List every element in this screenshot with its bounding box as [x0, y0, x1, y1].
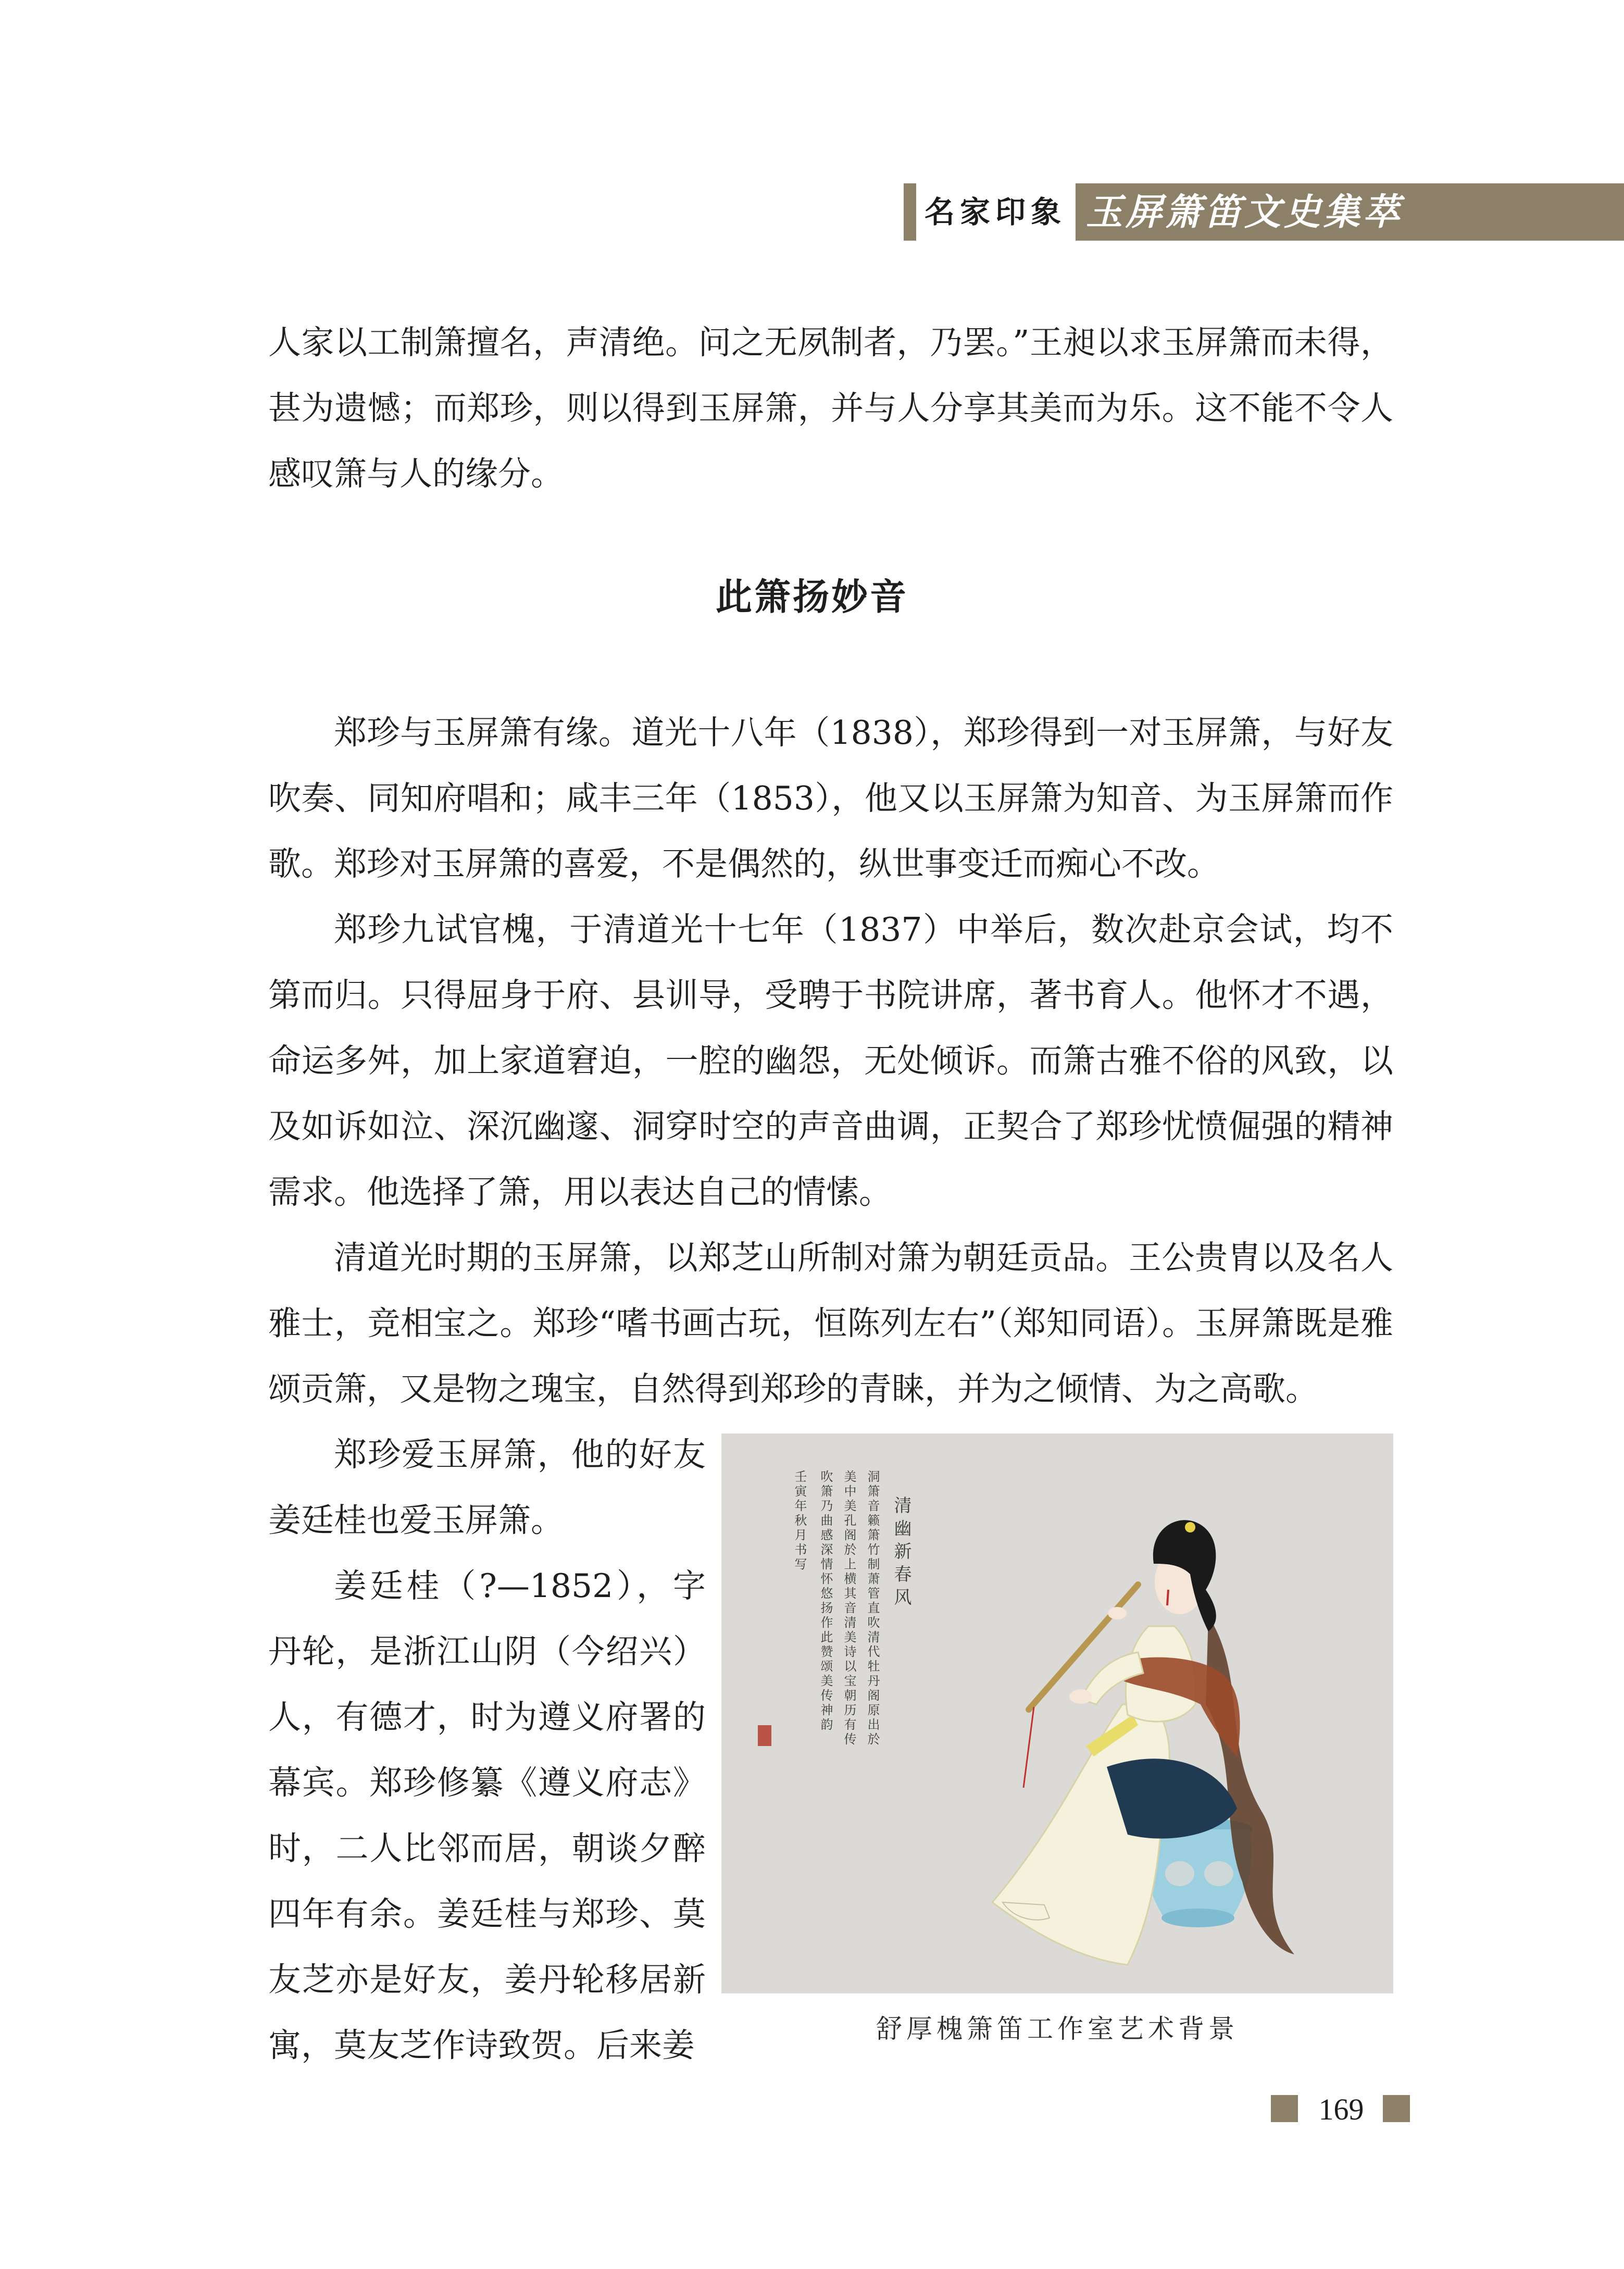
- paragraph-continued: 人家以工制箫擅名，声清绝。问之无夙制者，乃罢。”王昶以求玉屏箫而未得，甚为遗憾；而郑珍，则以得到玉屏箫，并与人分享其美而为乐。这不能不令人感叹箫与人的缘分。: [268, 323, 1393, 493]
- paragraph: 郑珍与玉屏箫有缘。道光十八年（1838），郑珍得到一对玉屏箫，与好友吹奏、同知府唱和；咸丰三年（1853），他又以玉屏箫为知音、为玉屏箫而作歌。郑珍对玉屏箫的喜爱，不是偶然的，纵世事变迁而痴心不改。: [268, 714, 1393, 883]
- calligraphy-title: 清幽新春风: [891, 1496, 911, 1611]
- calligraphy-column: 洞箫音籁箫竹制萧管直吹清代牡丹阁原出於: [865, 1470, 880, 1747]
- paragraph: 郑珍九试官槐，于清道光十七年（1837）中举后，数次赴京会试，均不第而归。只得屈身于府、县训导，受聘于书院讲席，著书育人。他怀才不遇，命运多舛，加上家道窘迫，一腔的幽怨，无处倾诉。而箫古雅不俗的风致，以及如诉如泣、深沉幽邃、洞穿时空的声音曲调，正契合了郑珍忧愤倔强的精神需求。他选择了箫，用以表达自己的情愫。: [268, 911, 1393, 1211]
- header-accent-bar: [904, 183, 916, 241]
- calligraphy-column: 壬寅年秋月书写: [792, 1470, 807, 1572]
- figure-caption: 舒厚槐箫笛工作室艺术背景: [876, 2014, 1239, 2044]
- book-title: 玉屏箫笛文史集萃: [1086, 190, 1403, 233]
- paragraph-narrow: 郑珍爱玉屏箫，他的好友姜廷桂也爱玉屏箫。: [268, 1436, 706, 1539]
- red-seal: [758, 1725, 771, 1746]
- calligraphy-column: 美中美孔阁於上横其音清美诗以宝朝历有传: [842, 1470, 856, 1747]
- painting-woman-playing-flute: [721, 1433, 1393, 1993]
- hand: [1108, 1607, 1127, 1619]
- hand: [1069, 1689, 1092, 1704]
- section-label: 名家印象: [925, 194, 1067, 230]
- earring: [1167, 1590, 1168, 1605]
- calligraphy-column: 吹箫乃曲感深情怀悠扬作此赞颂美传神韵: [818, 1470, 833, 1732]
- hair-ornament: [1185, 1522, 1195, 1532]
- page-number: 169: [1318, 2092, 1364, 2126]
- page-number-marker: [1383, 2095, 1410, 2122]
- section-heading: 此箫扬妙音: [716, 576, 908, 618]
- paragraph: 清道光时期的玉屏箫，以郑芝山所制对箫为朝廷贡品。王公贵胄以及名人雅士，竞相宝之。郑珍“嗜书画古玩，恒陈列左右”（郑知同语）。玉屏箫既是雅颂贡箫，又是物之瑰宝，自然得到郑珍的青睐，并为之倾情、为之高歌。: [268, 1239, 1393, 1408]
- page-number-marker: [1271, 2095, 1298, 2122]
- paragraph-narrow: 姜廷桂（?—1852），字丹轮，是浙江山阴（今绍兴）人，有德才，时为遵义府署的幕宾。郑珍修纂《遵义府志》时，二人比邻而居，朝谈夕醉四年有余。姜廷桂与郑珍、莫友芝亦是好友，姜丹轮移居新寓，莫友芝作诗致贺。后来姜: [268, 1567, 706, 2064]
